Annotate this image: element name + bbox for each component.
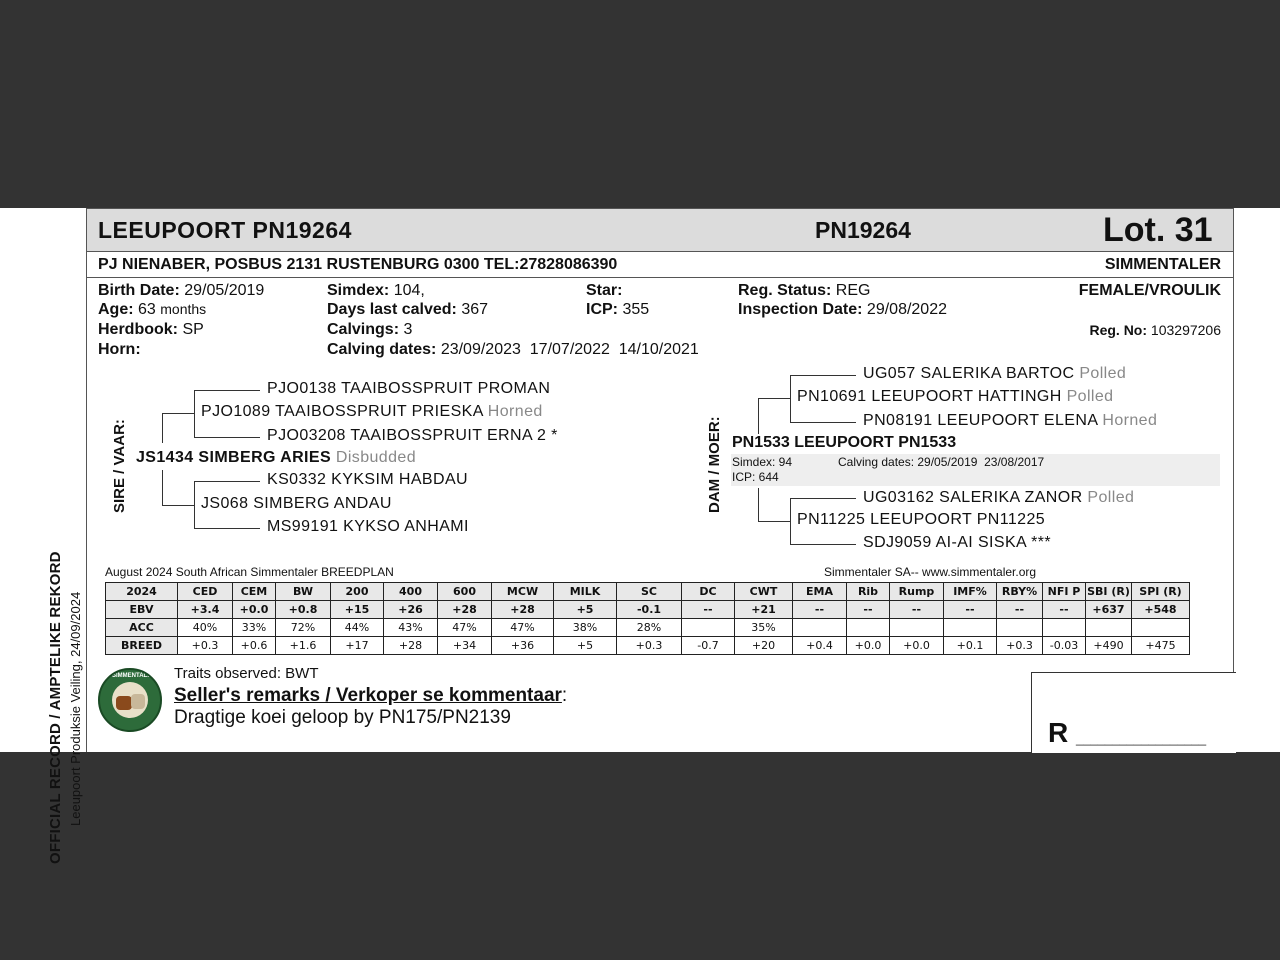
sire-dam: JS068 SIMBERG ANDAU: [201, 495, 392, 512]
trait-cell: 47%: [492, 619, 554, 637]
birth-date: Birth Date: 29/05/2019: [98, 282, 265, 299]
trait-cell: +5: [554, 601, 617, 619]
dam-calving-dates: Calving dates: 29/05/2019 23/08/2017: [838, 455, 1045, 469]
trait-cell: +0.3: [178, 637, 233, 655]
trait-cell: +34: [438, 637, 492, 655]
trait-cell: +0.0: [847, 637, 890, 655]
trait-cell: +5: [554, 637, 617, 655]
animal-id: PN19264: [815, 217, 911, 243]
calvings: Calvings: 3: [327, 321, 413, 338]
trait-cell: +0.8: [276, 601, 331, 619]
trait-cell: --: [793, 601, 847, 619]
title-bar: [87, 209, 1233, 252]
trait-cell: +0.0: [890, 637, 944, 655]
trait-cell: CWT: [735, 583, 793, 601]
trait-cell: 200: [331, 583, 384, 601]
trait-cell: 43%: [384, 619, 438, 637]
trait-cell: [997, 619, 1043, 637]
owner-bar: [87, 252, 1233, 278]
sire-label: SIRE / VAAR:: [111, 419, 128, 513]
trait-cell: +1.6: [276, 637, 331, 655]
trait-cell: 44%: [331, 619, 384, 637]
trait-cell: MILK: [554, 583, 617, 601]
price-line[interactable]: __________________: [1076, 731, 1207, 746]
trait-cell: --: [997, 601, 1043, 619]
trait-cell: +21: [735, 601, 793, 619]
trait-cell: +20: [735, 637, 793, 655]
trait-cell: BW: [276, 583, 331, 601]
trait-cell: --: [1043, 601, 1086, 619]
trait-cell: [944, 619, 997, 637]
trait-cell: -0.1: [617, 601, 682, 619]
trait-cell: 33%: [233, 619, 276, 637]
dam-dam-dam: SDJ9059 AI-AI SISKA ***: [863, 534, 1051, 551]
trait-cell: +15: [331, 601, 384, 619]
horn-label: Horn:: [98, 341, 141, 358]
sire-name: JS1434 SIMBERG ARIES Disbudded: [136, 449, 416, 466]
trait-cell: [1086, 619, 1132, 637]
reg-status: Reg. Status: REG: [738, 282, 871, 299]
dam-dam: PN11225 LEEUPOORT PN11225: [797, 511, 1046, 528]
trait-cell: -0.03: [1043, 637, 1086, 655]
trait-cell: +28: [438, 601, 492, 619]
trait-cell: 35%: [735, 619, 793, 637]
trait-cell: [847, 619, 890, 637]
trait-cell: +17: [331, 637, 384, 655]
trait-cell: +0.1: [944, 637, 997, 655]
trait-cell: CED: [178, 583, 233, 601]
herdbook: Herdbook: SP: [98, 321, 204, 338]
trait-cell: +36: [492, 637, 554, 655]
seller-remarks: Dragtige koei geloop by PN175/PN2139: [174, 707, 511, 728]
trait-cell: SPI (R): [1132, 583, 1190, 601]
owner-details: PJ NIENABER, POSBUS 2131 RUSTENBURG 0300 TEL:27828086390: [98, 256, 618, 273]
trait-cell: --: [890, 601, 944, 619]
trait-cell: Rib: [847, 583, 890, 601]
remarks-heading: Seller's remarks / Verkoper se kommentaar:: [174, 685, 568, 706]
dam-sire-sire: UG057 SALERIKA BARTOC Polled: [863, 365, 1127, 382]
trait-cell: +28: [492, 601, 554, 619]
breedplan-table: [105, 582, 1190, 655]
trait-cell: [682, 619, 735, 637]
trait-cell: +26: [384, 601, 438, 619]
sire-sire-sire: PJO0138 TAAIBOSSPRUIT PROMAN: [267, 380, 551, 397]
trait-cell: 47%: [438, 619, 492, 637]
calving-dates: Calving dates: 23/09/2023 17/07/2022 14/10/2021: [327, 341, 699, 358]
dam-label: DAM / MOER:: [706, 416, 723, 513]
trait-cell: +3.4: [178, 601, 233, 619]
trait-cell: +0.6: [233, 637, 276, 655]
trait-cell: CEM: [233, 583, 276, 601]
dam-sire: PN10691 LEEUPOORT HATTINGH Polled: [797, 388, 1114, 405]
trait-cell: 28%: [617, 619, 682, 637]
trait-cell: 38%: [554, 619, 617, 637]
breedplan-breed-row: [106, 637, 1190, 655]
trait-cell: Rump: [890, 583, 944, 601]
lot-number: Lot. 31: [1103, 211, 1213, 249]
sire-dam-sire: KS0332 KYKSIM HABDAU: [267, 471, 468, 488]
age: Age: 63 months: [98, 301, 207, 318]
sire-sire: PJO1089 TAAIBOSSPRUIT PRIESKA Horned: [201, 403, 543, 420]
trait-cell: -0.7: [682, 637, 735, 655]
breedplan-ebv-row: [106, 601, 1190, 619]
trait-cell: 40%: [178, 619, 233, 637]
price-currency: R: [1048, 717, 1069, 748]
auction-name: Leeupoort Produksie Veiling, 24/09/2024: [68, 591, 83, 826]
simmentaler-logo: SIMMENTALER: [98, 668, 162, 732]
reg-number: Reg. No: 103297206: [1089, 322, 1221, 338]
trait-cell: [1132, 619, 1190, 637]
trait-cell: 72%: [276, 619, 331, 637]
star-label: Star:: [586, 282, 623, 299]
trait-cell: EMA: [793, 583, 847, 601]
animal-name: LEEUPOORT PN19264: [98, 217, 352, 243]
trait-cell: --: [847, 601, 890, 619]
row-label: BREED: [106, 637, 178, 655]
trait-cell: 400: [384, 583, 438, 601]
trait-cell: DC: [682, 583, 735, 601]
official-record-label: OFFICIAL RECORD / AMPTELIKE REKORD: [47, 551, 64, 864]
simdex: Simdex: 104,: [327, 282, 425, 299]
dam-icp: ICP: 644: [732, 470, 779, 484]
trait-cell: +475: [1132, 637, 1190, 655]
icp: ICP: 355: [586, 301, 650, 318]
breedplan-site: Simmentaler SA-- www.simmentaler.org: [824, 565, 1037, 579]
price-box[interactable]: [1031, 672, 1236, 753]
trait-cell: --: [944, 601, 997, 619]
row-label: 2024: [106, 583, 178, 601]
trait-cell: +0.4: [793, 637, 847, 655]
trait-cell: MCW: [492, 583, 554, 601]
breedplan-title: August 2024 South African Simmentaler BREEDPLAN: [105, 565, 394, 579]
dam-name: PN1533 LEEUPOORT PN1533: [732, 434, 957, 451]
traits-observed: Traits observed: BWT: [174, 665, 319, 682]
trait-cell: +28: [384, 637, 438, 655]
trait-cell: +548: [1132, 601, 1190, 619]
dam-dam-sire: UG03162 SALERIKA ZANOR Polled: [863, 489, 1135, 506]
inspection-date: Inspection Date: 29/08/2022: [738, 301, 947, 318]
trait-cell: 600: [438, 583, 492, 601]
row-label: ACC: [106, 619, 178, 637]
trait-cell: [1043, 619, 1086, 637]
breedplan-acc-row: [106, 619, 1190, 637]
trait-cell: IMF%: [944, 583, 997, 601]
catalogue-card: [0, 208, 1280, 864]
row-label: EBV: [106, 601, 178, 619]
dam-sire-dam: PN08191 LEEUPOORT ELENA Horned: [863, 412, 1158, 429]
breedplan-header-row: [106, 583, 1190, 601]
trait-cell: RBY%: [997, 583, 1043, 601]
trait-cell: --: [682, 601, 735, 619]
sire-sire-dam: PJO03208 TAAIBOSSPRUIT ERNA 2 *: [267, 427, 558, 444]
trait-cell: SC: [617, 583, 682, 601]
trait-cell: +490: [1086, 637, 1132, 655]
trait-cell: +0.3: [997, 637, 1043, 655]
trait-cell: [890, 619, 944, 637]
dam-simdex: Simdex: 94: [732, 455, 793, 469]
trait-cell: [793, 619, 847, 637]
days-last-calved: Days last calved: 367: [327, 301, 489, 318]
trait-cell: +0.3: [617, 637, 682, 655]
breed-name: SIMMENTALER: [1104, 256, 1221, 273]
trait-cell: +0.0: [233, 601, 276, 619]
trait-cell: NFI P: [1043, 583, 1086, 601]
sire-dam-dam: MS99191 KYKSO ANHAMI: [267, 518, 469, 535]
trait-cell: SBI (R): [1086, 583, 1132, 601]
sex: FEMALE/VROULIK: [1078, 282, 1221, 299]
trait-cell: +637: [1086, 601, 1132, 619]
